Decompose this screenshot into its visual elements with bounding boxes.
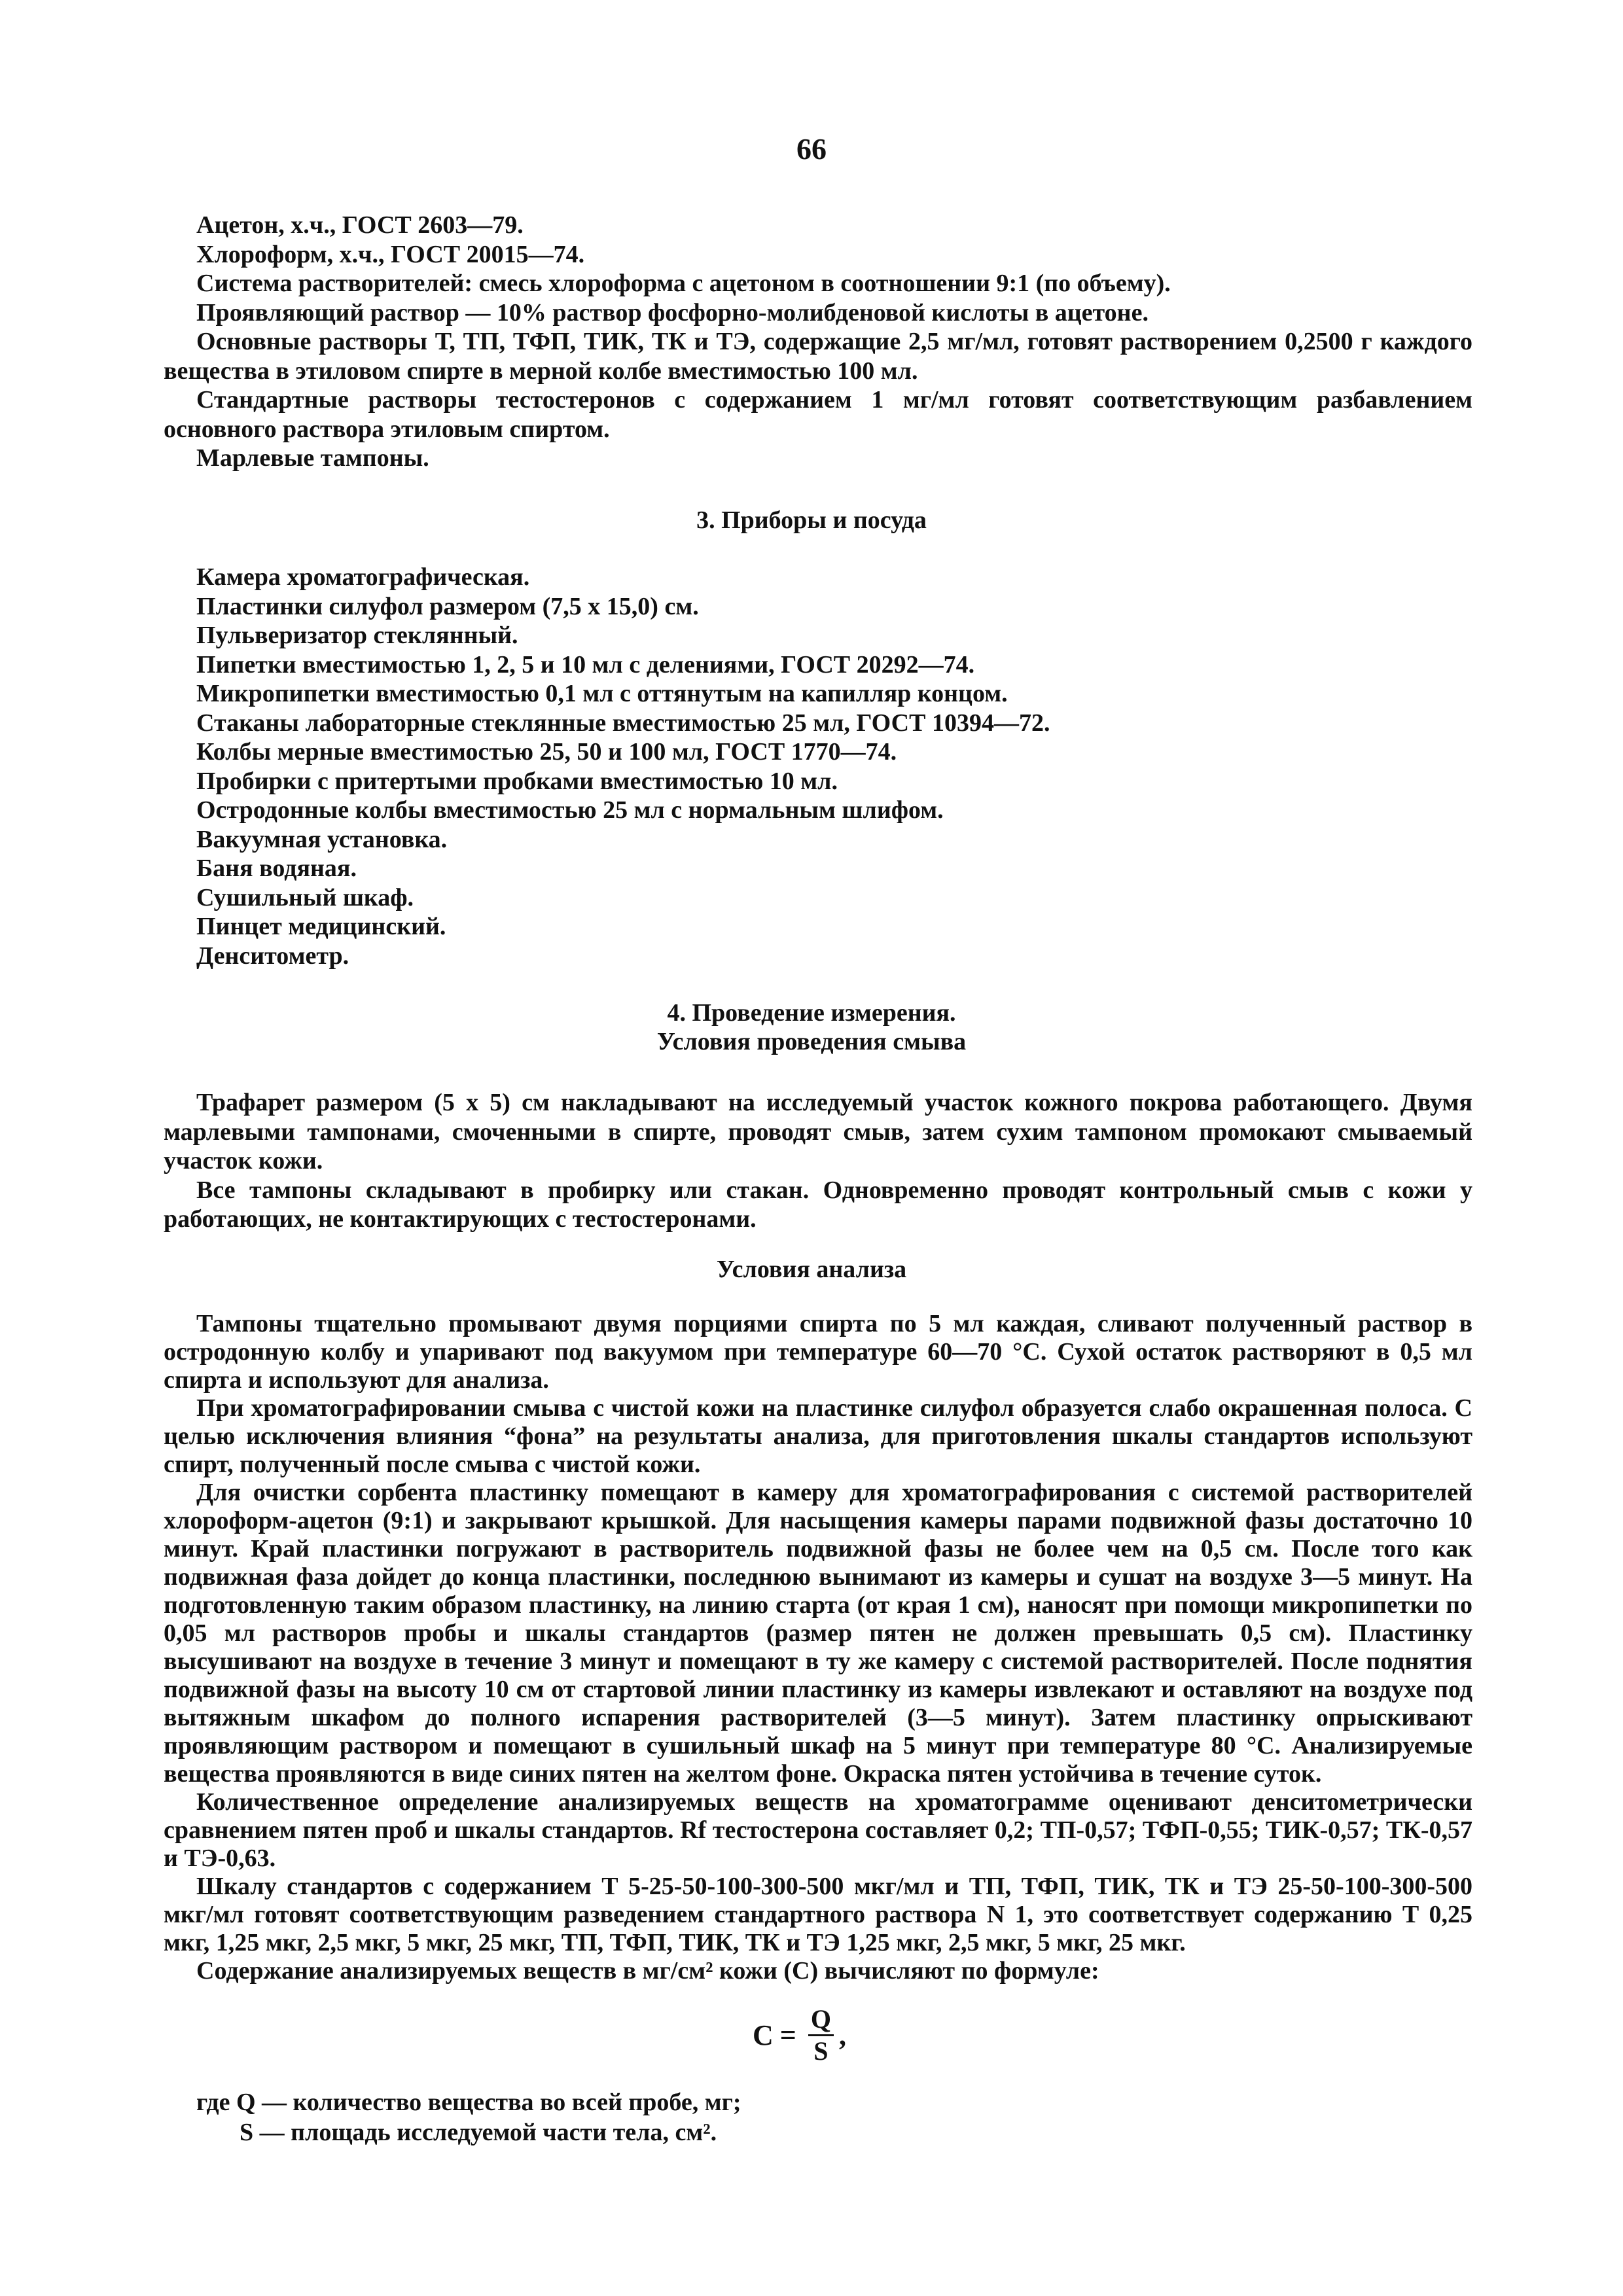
page-number: 66: [796, 132, 827, 166]
reagent-item: Хлороформ, х.ч., ГОСТ 20015—74.: [196, 240, 585, 268]
equipment-item: Пробирки с притертыми пробками вместимостью 10 мл.: [196, 767, 838, 795]
section-4-heading-line1: 4. Проведение измерения.: [667, 999, 956, 1027]
paragraph: Тампоны тщательно промывают двумя порциями спирта по 5 мл каждая, сливают полученный раствор в остродонную колбу и упаривают под вакуумом при температуре 60—70 °С. Сухой остаток растворяют в 0,5 мл спирта и используют для анализа.: [164, 1310, 1472, 1394]
equipment-item: Пульверизатор стеклянный.: [196, 622, 518, 649]
paragraph: Шкалу стандартов с содержанием Т 5-25-50-100-300-500 мкг/мл и ТП, ТФП, ТИК, ТК и ТЭ 25-50-100-300-500 мкг/мл готовят соответствующим разведением стандартного раствора N 1, это соответствует содержанию Т 0,25 мкг, 1,25 мкг, 2,5 мкг, 5 мкг, 25 мкг, ТП, ТФП, ТИК, ТК и ТЭ 1,25 мкг, 2,5 мкг, 5 мкг, 25 мкг.: [164, 1873, 1472, 1956]
reagent-item: Основные растворы Т, ТП, ТФП, ТИК, ТК и ТЭ, содержащие 2,5 мг/мл, готовят растворением 0,2500 г каждого вещества в этиловом спирте в мерной колбе вместимостью 100 мл.: [164, 328, 1472, 385]
section-4-heading-line2: Условия проведения смыва: [656, 1028, 967, 1055]
analysis-text: [164, 1310, 1472, 1985]
reagent-item: Стандартные растворы тестостеронов с содержанием 1 мг/мл готовят соответствующим разбавлением основного раствора этиловым спиртом.: [164, 386, 1472, 443]
equipment-item: Денситометр.: [196, 942, 349, 970]
analysis-heading: Условия анализа: [716, 1256, 907, 1283]
equipment-item: Остродонные колбы вместимостью 25 мл с нормальным шлифом.: [196, 796, 944, 824]
equipment-list: [164, 563, 1472, 970]
section-3-heading: 3. Приборы и посуда: [696, 506, 927, 534]
equipment-item: Камера хроматографическая.: [196, 563, 530, 591]
formula: [753, 1996, 846, 2074]
equipment-item: Пластинки силуфол размером (7,5 х 15,0) см.: [196, 592, 699, 620]
equipment-item: Пинцет медицинский.: [196, 913, 446, 940]
equipment-item: Колбы мерные вместимостью 25, 50 и 100 мл, ГОСТ 1770—74.: [196, 738, 897, 766]
legend-line: где Q — количество вещества во всей пробе, мг;: [196, 2089, 741, 2116]
formula-numerator: Q: [808, 2004, 834, 2036]
paragraph: Количественное определение анализируемых веществ на хроматограмме оценивают денситометрически сравнением пятен проб и шкалы стандартов. Rf тестостерона составляет 0,2; ТП-0,57; ТФП-0,55; ТИК-0,57; ТК-0,57 и ТЭ-0,63.: [164, 1788, 1472, 1872]
formula-lhs: C: [753, 2019, 774, 2051]
reagents-list: [164, 211, 1472, 473]
paragraph: Трафарет размером (5 х 5) см накладывают на исследуемый участок кожного покрова работающего. Двумя марлевыми тампонами, смоченными в спирте, проводят смыв, затем сухим тампоном промокают смываемый участок кожи.: [164, 1089, 1472, 1174]
formula-equals: =: [779, 2019, 796, 2051]
formula-denominator: S: [813, 2036, 829, 2066]
paragraph: Содержание анализируемых веществ в мг/см² кожи (С) вычисляют по формуле:: [196, 1957, 1099, 1985]
paragraph: Для очистки сорбента пластинку помещают в камеру для хроматографирования с системой растворителей хлороформ-ацетон (9:1) и закрывают крышкой. Для насыщения камеры парами подвижной фазы достаточно 10 минут. Край пластинки погружают в растворитель подвижной фазы не более чем на 0,5 см. После того как подвижная фаза дойдет до конца пластинки, последнюю вынимают из камеры и сушат на воздухе 3—5 минут. На подготовленную таким образом пластинку, на линию старта (от края 1 см), наносят при помощи микропипетки по 0,05 мл растворов пробы и шкалы стандартов (размер пятен не должен превышать 0,5 см). Пластинку высушивают на воздухе в течение 3 минут и помещают в ту же камеру с системой растворителей. После поднятия подвижной фазы на высоту 10 см от стартовой линии пластинку из камеры извлекают и оставляют на воздухе под вытяжным шкафом до полного испарения растворителей (3—5 минут). Затем пластинку опрыскивают проявляющим раствором и помещают в сушильный шкаф на 5 минут при температуре 80 °С. Анализируемые вещества проявляются в виде синих пятен на желтом фоне. Окраска пятен устойчива в течение суток.: [164, 1479, 1472, 1788]
equipment-item: Микропипетки вместимостью 0,1 мл с оттянутым на капилляр концом.: [196, 680, 1008, 707]
equipment-item: Вакуумная установка.: [196, 825, 448, 853]
wash-conditions-text: [164, 1088, 1472, 1234]
legend-line: S — площадь исследуемой части тела, см².: [240, 2119, 717, 2146]
paragraph: При хроматографировании смыва с чистой кожи на пластинке силуфол образуется слабо окрашенная полоса. С целью исключения влияния “фона” на результаты анализа, для приготовления шкалы стандартов используют спирт, полученный после смыва с чистой кожи.: [164, 1394, 1472, 1478]
reagent-item: Ацетон, х.ч., ГОСТ 2603—79.: [196, 211, 524, 239]
equipment-item: Пипетки вместимостью 1, 2, 5 и 10 мл с делениями, ГОСТ 20292—74.: [196, 650, 975, 679]
equipment-item: Стаканы лабораторные стеклянные вместимостью 25 мл, ГОСТ 10394—72.: [196, 709, 1050, 737]
formula-trail: ,: [838, 2019, 846, 2051]
equipment-item: Баня водяная.: [196, 855, 357, 882]
reagent-item: Система растворителей: смесь хлороформа с ацетоном в соотношении 9:1 (по объему).: [196, 270, 1171, 297]
reagent-item: Проявляющий раствор — 10% раствор фосфорно-молибденовой кислоты в ацетоне.: [196, 298, 1149, 327]
paragraph: Все тампоны складывают в пробирку или стакан. Одновременно проводят контрольный смыв с кожи у работающих, не контактирующих с тестостеронами.: [164, 1176, 1472, 1233]
formula-legend: [196, 2087, 741, 2147]
formula-fraction: [808, 2004, 834, 2066]
section-4-heading: [0, 998, 1623, 1056]
reagent-item: Марлевые тампоны.: [196, 444, 429, 472]
equipment-item: Сушильный шкаф.: [196, 883, 414, 911]
